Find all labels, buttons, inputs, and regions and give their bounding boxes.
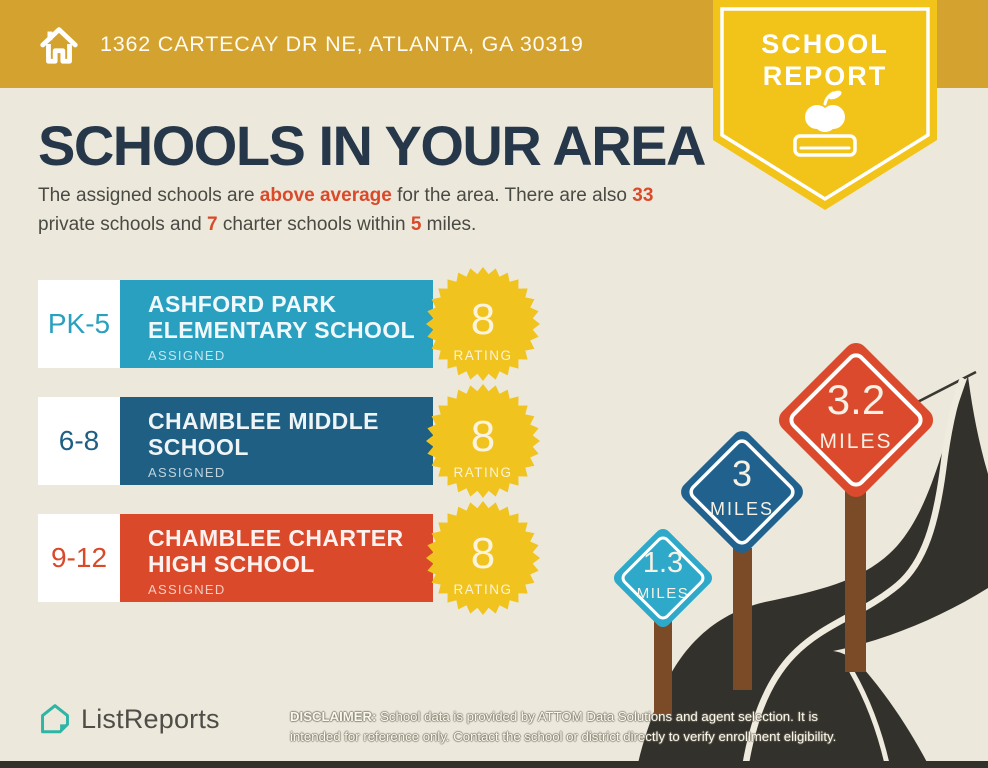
school-bar: [120, 514, 433, 602]
school-name-line1: CHAMBLEE MIDDLE: [148, 408, 379, 434]
badge-line2: REPORT: [762, 61, 888, 91]
school-name-line2: SCHOOL: [148, 433, 249, 460]
school-row-middle: [38, 397, 558, 485]
rating-value: 8: [470, 412, 496, 461]
school-name-line2: ELEMENTARY SCHOOL: [148, 316, 416, 343]
distance-unit: MILES: [636, 585, 690, 602]
rating-label: RATING: [453, 348, 513, 363]
rating-label: RATING: [453, 582, 513, 597]
rating-badge: [423, 381, 543, 501]
distance-sign-middle: [677, 427, 807, 557]
intro-text: The assigned schools are above average for the area. There are also 33 private schools and 7 charter schools within 5 miles.: [38, 185, 654, 235]
school-status: ASSIGNED: [148, 581, 226, 597]
disclaimer-text: DISCLAIMER: School data is provided by ATTOM Data Solutions and agent selection. It is intended for reference only. Contact the school or district directly to verify enrollment eligibility.: [290, 709, 837, 744]
rating-label: RATING: [453, 465, 513, 480]
school-bar: [120, 397, 433, 485]
listreports-logo-icon: [38, 702, 72, 736]
page-title: SCHOOLS IN YOUR AREA: [38, 114, 705, 177]
sign-post: [733, 548, 752, 690]
distance-sign-high: [774, 338, 938, 502]
distance-sign-elementary: [611, 526, 716, 631]
highlight-miles: 5: [410, 214, 422, 235]
distance-unit: MILES: [709, 499, 775, 519]
school-row-elementary: [38, 280, 558, 368]
school-name-line1: ASHFORD PARK: [148, 291, 337, 317]
property-address: 1362 CARTECAY DR NE, ATLANTA, GA 30319: [100, 31, 584, 56]
school-name-line1: CHAMBLEE CHARTER: [148, 525, 404, 551]
distance-value: 3: [731, 453, 753, 494]
grade-range: 9-12: [38, 514, 120, 602]
badge-line1: SCHOOL: [761, 29, 889, 59]
grade-range: 6-8: [38, 397, 120, 485]
rating-value: 8: [470, 295, 496, 344]
highlight-private-count: 33: [632, 185, 654, 206]
bottom-strip: [0, 761, 988, 768]
distance-unit: MILES: [819, 430, 893, 453]
school-report-badge: [700, 0, 950, 225]
school-row-high: [38, 514, 558, 602]
highlight-charter-count: 7: [207, 214, 218, 235]
rating-badge: [423, 498, 543, 618]
school-bar: [120, 280, 433, 368]
listreports-logo-text: ListReports: [81, 703, 220, 734]
school-status: ASSIGNED: [148, 347, 226, 363]
school-status: ASSIGNED: [148, 464, 226, 480]
distance-value: 3.2: [826, 376, 886, 423]
grade-range: PK-5: [38, 280, 120, 368]
rating-value: 8: [470, 529, 496, 578]
sign-post: [654, 618, 672, 715]
listreports-brand: [38, 702, 220, 736]
highlight-above-average: above average: [259, 185, 392, 206]
distance-value: 1.3: [642, 547, 684, 579]
rating-badge: [423, 264, 543, 384]
school-name-line2: HIGH SCHOOL: [148, 550, 315, 577]
